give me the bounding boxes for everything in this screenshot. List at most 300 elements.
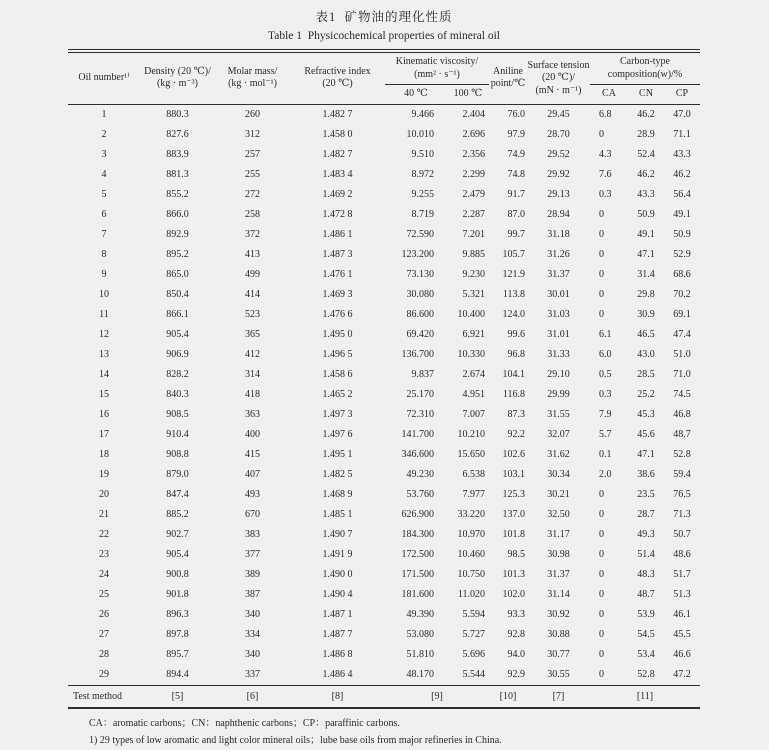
- header-line: (20 ℃): [322, 78, 353, 90]
- cell: 840.3: [166, 388, 189, 400]
- test-method-ref-carbon-type: [11]: [590, 685, 700, 708]
- cell: 71.0: [673, 368, 691, 380]
- cell: 1.487 1: [322, 608, 353, 620]
- cell: 31.37: [547, 268, 570, 280]
- cell: 1.458 0: [322, 128, 353, 140]
- cell: 1.482 7: [322, 148, 353, 160]
- col-header-viscosity-40: 40 ℃: [385, 85, 447, 105]
- cell: 19: [99, 468, 109, 480]
- table-row: [68, 125, 700, 145]
- cell: 9.837: [411, 368, 434, 380]
- cell: 51.7: [673, 568, 691, 580]
- col-header-cn: CN: [628, 85, 664, 105]
- cell: 25: [99, 588, 109, 600]
- cell: 116.8: [502, 388, 525, 400]
- cell: 23: [99, 548, 109, 560]
- cell: 86.600: [406, 308, 434, 320]
- cell: 48.170: [406, 668, 434, 680]
- cell: 312: [245, 128, 260, 140]
- cell: 171.500: [401, 568, 434, 580]
- cell: 6.921: [462, 328, 485, 340]
- cell: 6.0: [599, 348, 612, 360]
- col-header-molar-mass: [215, 53, 290, 104]
- cell: 16: [99, 408, 109, 420]
- cell: 0: [599, 208, 604, 220]
- cell: 1.497 3: [322, 408, 353, 420]
- cell: 850.4: [166, 288, 189, 300]
- cell: 5.7: [599, 428, 612, 440]
- table-row: [68, 104, 700, 125]
- table-title-cn: 表1 矿物油的理化性质: [315, 10, 453, 24]
- cell: 69.1: [673, 308, 691, 320]
- cell: 25.2: [637, 388, 655, 400]
- cell: 101.8: [502, 528, 525, 540]
- cell: 0: [599, 248, 604, 260]
- cell: 50.7: [673, 528, 691, 540]
- cell: 30.9: [637, 308, 655, 320]
- cell: 3: [101, 148, 107, 160]
- cell: 255: [245, 168, 260, 180]
- cell: 10.750: [457, 568, 485, 580]
- cell: 102.0: [502, 588, 525, 600]
- cell: 0.3: [599, 388, 612, 400]
- cell: 0: [599, 588, 604, 600]
- cell: 1.497 6: [322, 428, 353, 440]
- cell: 71.1: [673, 128, 691, 140]
- col-header-cp: CP: [664, 85, 700, 105]
- cell: 260: [245, 108, 260, 120]
- cell: 46.1: [673, 608, 691, 620]
- footnote-oil-types: 1) 29 types of low aromatic and light color mineral oils；lube base oils from major refineries in China.: [89, 735, 502, 747]
- cell: 377: [245, 548, 260, 560]
- cell: 22: [99, 528, 109, 540]
- cell: 31.18: [547, 228, 570, 240]
- col-header-density: [140, 53, 215, 104]
- cell: 31.4: [637, 268, 655, 280]
- cell: 52.4: [637, 148, 655, 160]
- cell: 499: [245, 268, 260, 280]
- cell: 340: [245, 648, 260, 660]
- cell: 11.020: [457, 588, 485, 600]
- cell: 172.500: [401, 548, 434, 560]
- cell: 31.55: [547, 408, 570, 420]
- cell: 880.3: [166, 108, 189, 120]
- cell: 31.26: [547, 248, 570, 260]
- cell: 855.2: [166, 188, 189, 200]
- header-line: Carbon-type: [620, 56, 670, 68]
- table-row: [68, 585, 700, 605]
- cell: 383: [245, 528, 260, 540]
- cell: 45.5: [673, 628, 691, 640]
- cell: 43.0: [637, 348, 655, 360]
- table-row: [68, 505, 700, 525]
- cell: 48.7: [637, 588, 655, 600]
- cell: 72.310: [406, 408, 434, 420]
- cell: 1.465 2: [322, 388, 353, 400]
- cell: 0: [599, 608, 604, 620]
- cell: 883.9: [166, 148, 189, 160]
- cell: 28.9: [637, 128, 655, 140]
- cell: 123.200: [401, 248, 434, 260]
- cell: 49.230: [406, 468, 434, 480]
- cell: 0: [599, 668, 604, 680]
- cell: 87.3: [507, 408, 525, 420]
- cell: 32.50: [547, 508, 570, 520]
- cell: 258: [245, 208, 260, 220]
- table-row: [68, 245, 700, 265]
- cell: 2.674: [462, 368, 485, 380]
- cell: 866.1: [166, 308, 189, 320]
- test-method-ref-density: [5]: [140, 685, 215, 708]
- cell: 900.8: [166, 568, 189, 580]
- cell: 30.01: [547, 288, 570, 300]
- table-title-en: Table 1 Physicochemical properties of mineral oil: [268, 30, 500, 42]
- cell: 28.94: [547, 208, 570, 220]
- cell: 1.491 9: [322, 548, 353, 560]
- cell: 97.9: [507, 128, 525, 140]
- cell: 50.9: [673, 228, 691, 240]
- cell: 71.3: [673, 508, 691, 520]
- cell: 20: [99, 488, 109, 500]
- cell: 46.8: [673, 408, 691, 420]
- cell: 9.885: [462, 248, 485, 260]
- cell: 827.6: [166, 128, 189, 140]
- cell: 2.404: [462, 108, 485, 120]
- test-method-ref-surface-tension: [7]: [527, 685, 590, 708]
- table-row: [68, 205, 700, 225]
- cell: 892.9: [166, 228, 189, 240]
- cell: 47.1: [637, 248, 655, 260]
- table-row: [68, 285, 700, 305]
- cell: 30.92: [547, 608, 570, 620]
- cell: 74.9: [507, 148, 525, 160]
- cell: 905.4: [166, 328, 189, 340]
- table-row: [68, 225, 700, 245]
- table-row: [68, 265, 700, 285]
- table-row: [68, 325, 700, 345]
- cell: 0: [599, 308, 604, 320]
- table-row: [68, 425, 700, 445]
- table-body: [68, 104, 700, 685]
- cell: 105.7: [502, 248, 525, 260]
- cell: 4.951: [462, 388, 485, 400]
- cell: 51.3: [673, 588, 691, 600]
- cell: 9: [101, 268, 107, 280]
- cell: 2: [101, 128, 107, 140]
- header-line: (kg · mol⁻¹): [228, 78, 277, 90]
- cell: 92.9: [507, 668, 525, 680]
- cell: 51.4: [637, 548, 655, 560]
- cell: 412: [245, 348, 260, 360]
- header-line: Density (20 ℃)/: [144, 65, 211, 77]
- cell: 0: [599, 128, 604, 140]
- footnotes: [89, 715, 700, 750]
- cell: 9.255: [411, 188, 434, 200]
- cell: 94.0: [507, 648, 525, 660]
- cell: 31.03: [547, 308, 570, 320]
- cell: 0: [599, 488, 604, 500]
- test-method-label: Test method: [68, 685, 140, 708]
- cell: 7.9: [599, 408, 612, 420]
- cell: 48.3: [637, 568, 655, 580]
- cell: 92.8: [507, 628, 525, 640]
- cell: 47.1: [637, 448, 655, 460]
- cell: 901.8: [166, 588, 189, 600]
- cell: 48.7: [673, 428, 691, 440]
- cell: 5: [101, 188, 107, 200]
- header-line: (kg · m⁻³): [156, 78, 199, 90]
- cell: 31.37: [547, 568, 570, 580]
- cell: 7: [101, 228, 107, 240]
- footnote-carbon-abbrev: CA：aromatic carbons；CN：naphthenic carbons；CP：paraffinic carbons.: [89, 717, 400, 729]
- cell: 43.3: [637, 188, 655, 200]
- cell: 99.6: [507, 328, 525, 340]
- cell: 1.472 8: [322, 208, 353, 220]
- cell: 1.487 7: [322, 628, 353, 640]
- cell: 48.6: [673, 548, 691, 560]
- cell: 4: [101, 168, 107, 180]
- cell: 905.4: [166, 548, 189, 560]
- cell: 45.3: [637, 408, 655, 420]
- cell: 8.719: [411, 208, 434, 220]
- cell: 30.080: [406, 288, 434, 300]
- cell: 52.8: [673, 448, 691, 460]
- cell: 53.760: [406, 488, 434, 500]
- cell: 51.0: [673, 348, 691, 360]
- col-header-oil-number: Oil number¹⁾: [68, 53, 140, 104]
- cell: 0: [599, 528, 604, 540]
- cell: 885.2: [166, 508, 189, 520]
- cell: 865.0: [166, 268, 189, 280]
- cell: 74.8: [507, 168, 525, 180]
- cell: 10: [99, 288, 109, 300]
- cell: 28: [99, 648, 109, 660]
- cell: 31.17: [547, 528, 570, 540]
- cell: 670: [245, 508, 260, 520]
- header-line: (mN · m⁻¹): [535, 84, 582, 96]
- cell: 38.6: [637, 468, 655, 480]
- cell: 0: [599, 288, 604, 300]
- cell: 418: [245, 388, 260, 400]
- cell: 49.1: [673, 208, 691, 220]
- cell: 46.5: [637, 328, 655, 340]
- cell: 363: [245, 408, 260, 420]
- cell: 523: [245, 308, 260, 320]
- header-line: Molar mass/: [227, 65, 278, 77]
- cell: 389: [245, 568, 260, 580]
- header-line: (20 ℃)/: [541, 72, 576, 84]
- cell: 47.2: [673, 668, 691, 680]
- cell: 10.460: [457, 548, 485, 560]
- cell: 847.4: [166, 488, 189, 500]
- cell: 272: [245, 188, 260, 200]
- cell: 2.299: [462, 168, 485, 180]
- table-row: [68, 365, 700, 385]
- cell: 125.3: [502, 488, 525, 500]
- cell: 1.487 3: [322, 248, 353, 260]
- table-header: [68, 53, 700, 104]
- cell: 1.476 6: [322, 308, 353, 320]
- cell: 96.8: [507, 348, 525, 360]
- cell: 30.88: [547, 628, 570, 640]
- table-row: [68, 185, 700, 205]
- table-row: [68, 165, 700, 185]
- cell: 15.650: [457, 448, 485, 460]
- cell: 72.590: [406, 228, 434, 240]
- cell: 46.2: [637, 168, 655, 180]
- cell: 59.4: [673, 468, 691, 480]
- cell: 18: [99, 448, 109, 460]
- cell: 8: [101, 248, 107, 260]
- cell: 30.77: [547, 648, 570, 660]
- cell: 365: [245, 328, 260, 340]
- cell: 31.14: [547, 588, 570, 600]
- cell: 101.3: [502, 568, 525, 580]
- cell: 2.356: [462, 148, 485, 160]
- cell: 1.496 5: [322, 348, 353, 360]
- cell: 50.9: [637, 208, 655, 220]
- cell: 6.8: [599, 108, 612, 120]
- cell: 5.727: [462, 628, 485, 640]
- cell: 49.1: [637, 228, 655, 240]
- cell: 2.287: [462, 208, 485, 220]
- cell: 7.977: [462, 488, 485, 500]
- cell: 30.98: [547, 548, 570, 560]
- cell: 1: [101, 108, 107, 120]
- cell: 9.230: [462, 268, 485, 280]
- header-line: Surface tension: [527, 59, 590, 71]
- cell: 29.92: [547, 168, 570, 180]
- test-method-ref-aniline: [10]: [489, 685, 527, 708]
- cell: 184.300: [401, 528, 434, 540]
- header-line: composition(w)/%: [607, 68, 683, 80]
- cell: 29.8: [637, 288, 655, 300]
- cell: 47.4: [673, 328, 691, 340]
- table-row: [68, 525, 700, 545]
- cell: 31.33: [547, 348, 570, 360]
- cell: 340: [245, 608, 260, 620]
- cell: 28.5: [637, 368, 655, 380]
- cell: 141.700: [401, 428, 434, 440]
- cell: 866.0: [166, 208, 189, 220]
- cell: 908.5: [166, 408, 189, 420]
- table-row: [68, 565, 700, 585]
- table-row: [68, 605, 700, 625]
- cell: 113.8: [502, 288, 525, 300]
- table-row: [68, 405, 700, 425]
- cell: 407: [245, 468, 260, 480]
- cell: 314: [245, 368, 260, 380]
- cell: 828.2: [166, 368, 189, 380]
- cell: 47.0: [673, 108, 691, 120]
- cell: 124.0: [502, 308, 525, 320]
- cell: 0: [599, 268, 604, 280]
- cell: 53.4: [637, 648, 655, 660]
- cell: 1.483 4: [322, 168, 353, 180]
- cell: 181.600: [401, 588, 434, 600]
- cell: 121.9: [502, 268, 525, 280]
- cell: 4.3: [599, 148, 612, 160]
- cell: 49.390: [406, 608, 434, 620]
- cell: 8.972: [411, 168, 434, 180]
- cell: 7.6: [599, 168, 612, 180]
- cell: 27: [99, 628, 109, 640]
- col-header-aniline-point: [489, 53, 527, 104]
- cell: 387: [245, 588, 260, 600]
- col-header-surface-tension: [527, 53, 590, 104]
- cell: 0: [599, 228, 604, 240]
- cell: 17: [99, 428, 109, 440]
- cell: 2.696: [462, 128, 485, 140]
- cell: 0: [599, 568, 604, 580]
- cell: 98.5: [507, 548, 525, 560]
- cell: 6: [101, 208, 107, 220]
- cell: 9.466: [411, 108, 434, 120]
- table-row: [68, 385, 700, 405]
- cell: 52.9: [673, 248, 691, 260]
- col-header-ca: CA: [590, 85, 628, 105]
- cell: 1.482 5: [322, 468, 353, 480]
- cell: 908.8: [166, 448, 189, 460]
- cell: 10.400: [457, 308, 485, 320]
- cell: 400: [245, 428, 260, 440]
- cell: 56.4: [673, 188, 691, 200]
- cell: 26: [99, 608, 109, 620]
- cell: 23.5: [637, 488, 655, 500]
- cell: 73.130: [406, 268, 434, 280]
- cell: 12: [99, 328, 109, 340]
- cell: 7.007: [462, 408, 485, 420]
- header-line: Aniline: [493, 65, 523, 77]
- cell: 1.469 3: [322, 288, 353, 300]
- cell: 29.13: [547, 188, 570, 200]
- table-row: [68, 445, 700, 465]
- cell: 1.476 1: [322, 268, 353, 280]
- cell: 910.4: [166, 428, 189, 440]
- cell: 68.6: [673, 268, 691, 280]
- cell: 69.420: [406, 328, 434, 340]
- cell: 346.600: [401, 448, 434, 460]
- cell: 337: [245, 668, 260, 680]
- cell: 879.0: [166, 468, 189, 480]
- cell: 413: [245, 248, 260, 260]
- cell: 104.1: [502, 368, 525, 380]
- cell: 29.52: [547, 148, 570, 160]
- cell: 1.495 1: [322, 448, 353, 460]
- test-method-ref-refractive: [8]: [290, 685, 385, 708]
- cell: 13: [99, 348, 109, 360]
- header-line: point/℃: [490, 78, 526, 90]
- test-method-ref-molar-mass: [6]: [215, 685, 290, 708]
- cell: 1.485 1: [322, 508, 353, 520]
- cell: 895.7: [166, 648, 189, 660]
- cell: 87.0: [507, 208, 525, 220]
- cell: 103.1: [502, 468, 525, 480]
- cell: 53.9: [637, 608, 655, 620]
- cell: 53.080: [406, 628, 434, 640]
- cell: 881.3: [166, 168, 189, 180]
- cell: 1.482 7: [322, 108, 353, 120]
- cell: 102.6: [502, 448, 525, 460]
- cell: 28.7: [637, 508, 655, 520]
- cell: 51.810: [406, 648, 434, 660]
- cell: 1.486 1: [322, 228, 353, 240]
- table-row: [68, 145, 700, 165]
- cell: 33.220: [457, 508, 485, 520]
- cell: 2.479: [462, 188, 485, 200]
- cell: 1.490 7: [322, 528, 353, 540]
- cell: 414: [245, 288, 260, 300]
